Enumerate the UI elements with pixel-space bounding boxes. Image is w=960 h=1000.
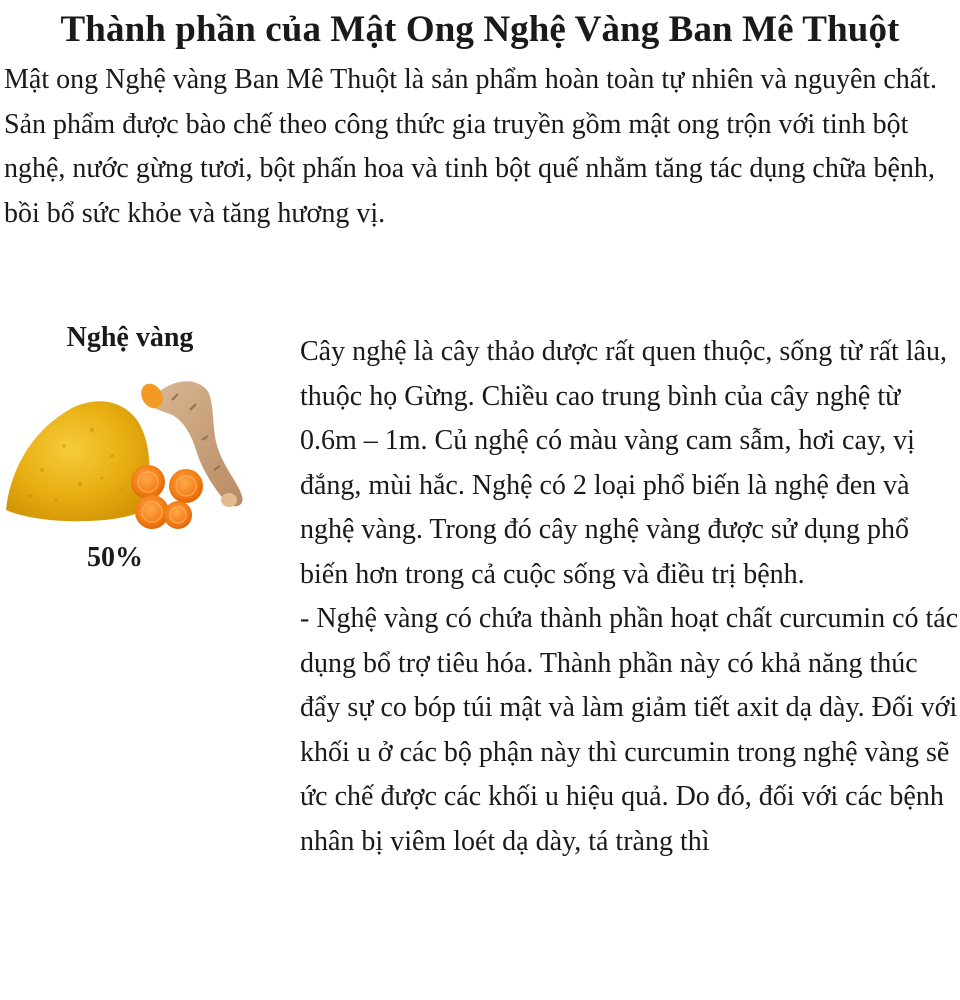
ingredient-card [0,316,260,580]
ingredient-description [300,330,960,864]
page-title: Thành phần của Mật Ong Nghệ Vàng Ban Mê Thuột [60,9,900,50]
ingredient-name: Nghệ vàng [66,322,194,353]
description-paragraph-1: Cây nghệ là cây thảo dược rất quen thuộc, sống từ rất lâu, thuộc họ Gừng. Chiều cao trung bình của cây nghệ từ 0.6m – 1m. Củ nghệ có màu vàng cam sẫm, hơi cay, vị đắng, mùi hắc. Nghệ có 2 loại phổ biến là nghệ đen và nghệ vàng. Trong đó cây nghệ vàng được sử dụng phổ biến hơn trong cả cuộc sống và điều trị bệnh. [300,336,947,590]
description-paragraph-2: - Nghệ vàng có chứa thành phần hoạt chất curcumin có tác dụng bổ trợ tiêu hóa. Thành phần này có khả năng thúc đẩy sự co bóp túi mật và làm giảm tiết axit dạ dày. Đối với khối u ở các bộ phận này thì curcumin trong nghệ vàng sẽ ức chế được các khối u hiệu quả. Do đó, đối với các bệnh nhân bị viêm loét dạ dày, tá tràng thì [300,603,959,857]
ingredient-percent: 50% [87,542,143,573]
intro-paragraph: Mật ong Nghệ vàng Ban Mê Thuột là sản phẩm hoàn toàn tự nhiên và nguyên chất. Sản phẩm được bào chế theo công thức gia truyền gồm mật ong trộn với tinh bột nghệ, nước gừng tươi, bột phấn hoa và tinh bột quế nhằm tăng tác dụng chữa bệnh, bồi bổ sức khỏe và tăng hương vị. [4,64,938,229]
turmeric-image [2,360,258,536]
